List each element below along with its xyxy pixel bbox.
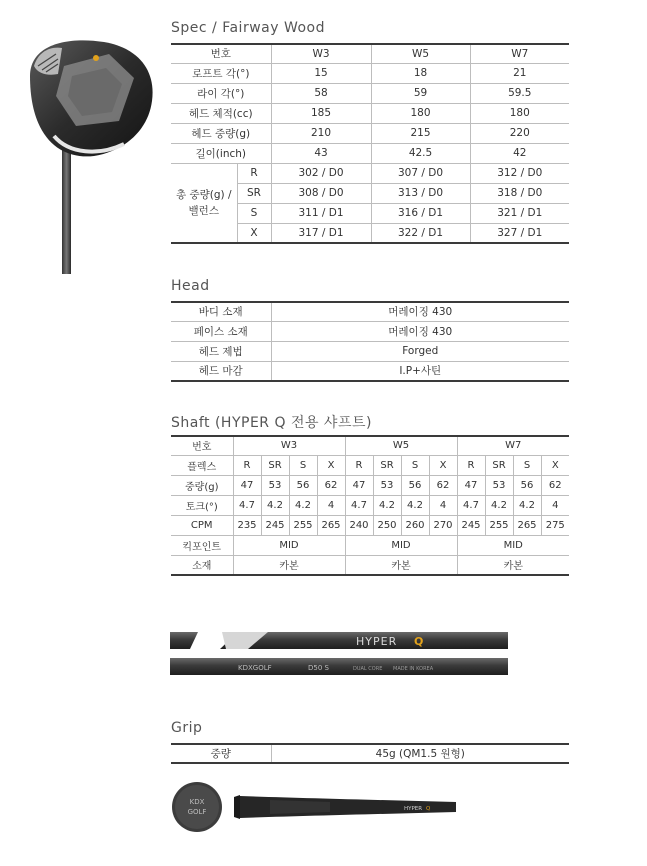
spec-cell: 59.5 <box>470 83 569 103</box>
spec-row-label: 헤드 체적(cc) <box>171 103 271 123</box>
spec-cell: 21 <box>470 63 569 83</box>
shaft-material-cell: 카본 <box>233 555 345 575</box>
grip-cap-line1: KDX <box>189 798 205 806</box>
shaft-image <box>168 628 510 680</box>
shaft-cpm-label: CPM <box>171 515 233 535</box>
shaft-table <box>171 435 569 576</box>
head-cell: 머레이징 430 <box>271 321 569 341</box>
grip-section-title: Grip <box>171 720 203 736</box>
shaft-kick-cell: MID <box>457 535 569 555</box>
shaft-brand-text: HYPER <box>356 635 398 648</box>
shaft-torque-cell: 4.2 <box>289 495 317 515</box>
shaft-cpm-cell: 265 <box>513 515 541 535</box>
spec-cell: 321 / D1 <box>470 203 569 223</box>
shaft-weight-cell: 62 <box>317 475 345 495</box>
head-cell: Forged <box>271 341 569 361</box>
spec-cell: 311 / D1 <box>271 203 371 223</box>
head-row-label: 헤드 제법 <box>171 341 271 361</box>
shaft-torque-cell: 4 <box>541 495 569 515</box>
spec-cell: 59 <box>371 83 470 103</box>
spec-header-w7: W7 <box>470 44 569 63</box>
shaft-maker-text: KDXGOLF <box>238 664 272 672</box>
shaft-weight-cell: 53 <box>485 475 513 495</box>
spec-cell: 18 <box>371 63 470 83</box>
shaft-cpm-cell: 260 <box>401 515 429 535</box>
grip-cap-line2: GOLF <box>187 808 207 816</box>
shaft-flex-cell: SR <box>261 455 289 475</box>
spec-flex-label: SR <box>237 183 271 203</box>
shaft-cpm-cell: 235 <box>233 515 261 535</box>
spec-cell: 312 / D0 <box>470 163 569 183</box>
shaft-weight-label: 중량(g) <box>171 475 233 495</box>
spec-table <box>171 43 569 244</box>
shaft-flex-cell: SR <box>373 455 401 475</box>
shaft-cpm-cell: 275 <box>541 515 569 535</box>
shaft-material-cell: 카본 <box>345 555 457 575</box>
shaft-cpm-cell: 255 <box>289 515 317 535</box>
spec-header-w5: W5 <box>371 44 470 63</box>
head-table <box>171 301 569 382</box>
head-cell: I.P+사틴 <box>271 361 569 381</box>
shaft-flex-cell: X <box>429 455 457 475</box>
head-row-label: 페이스 소재 <box>171 321 271 341</box>
shaft-weight-cell: 62 <box>429 475 457 495</box>
shaft-torque-cell: 4.7 <box>457 495 485 515</box>
grip-cell: 45g (QM1.5 원형) <box>271 744 569 763</box>
shaft-cpm-cell: 270 <box>429 515 457 535</box>
shaft-weight-cell: 47 <box>457 475 485 495</box>
spec-cell: 322 / D1 <box>371 223 470 243</box>
shaft-weight-cell: 56 <box>289 475 317 495</box>
shaft-model-text: D50 S <box>308 664 329 672</box>
shaft-torque-cell: 4.7 <box>233 495 261 515</box>
spec-cell: 307 / D0 <box>371 163 470 183</box>
shaft-flex-cell: S <box>289 455 317 475</box>
grip-table <box>171 743 569 764</box>
spec-flex-label: S <box>237 203 271 223</box>
spec-cell: 180 <box>470 103 569 123</box>
shaft-weight-cell: 62 <box>541 475 569 495</box>
shaft-flex-cell: X <box>541 455 569 475</box>
grip-row-label: 중량 <box>171 744 271 763</box>
spec-cell: 42.5 <box>371 143 470 163</box>
spec-cell: 42 <box>470 143 569 163</box>
shaft-section-title: Shaft (HYPER Q 전용 샤프트) <box>171 415 372 431</box>
grip-image <box>230 794 462 820</box>
spec-cell: 316 / D1 <box>371 203 470 223</box>
spec-weight-label-line2: 밸런스 <box>188 204 219 217</box>
shaft-weight-cell: 47 <box>345 475 373 495</box>
shaft-flex-cell: R <box>345 455 373 475</box>
shaft-number-label: 번호 <box>171 436 233 455</box>
spec-cell: 318 / D0 <box>470 183 569 203</box>
shaft-torque-cell: 4 <box>317 495 345 515</box>
spec-cell: 313 / D0 <box>371 183 470 203</box>
shaft-core-text: DUAL CORE <box>353 666 383 672</box>
shaft-flex-label: 플렉스 <box>171 455 233 475</box>
shaft-material-cell: 카본 <box>457 555 569 575</box>
grip-q-text: Q <box>426 806 431 812</box>
shaft-kick-cell: MID <box>345 535 457 555</box>
shaft-cpm-cell: 250 <box>373 515 401 535</box>
spec-row-label: 헤드 중량(g) <box>171 123 271 143</box>
shaft-flex-cell: R <box>457 455 485 475</box>
spec-cell: 43 <box>271 143 371 163</box>
shaft-torque-cell: 4.2 <box>401 495 429 515</box>
shaft-flex-cell: S <box>513 455 541 475</box>
grip-cap-image <box>170 780 224 834</box>
spec-flex-label: X <box>237 223 271 243</box>
spec-header-number: 번호 <box>171 44 271 63</box>
head-cell: 머레이징 430 <box>271 302 569 321</box>
spec-cell: 317 / D1 <box>271 223 371 243</box>
head-row-label: 바디 소재 <box>171 302 271 321</box>
spec-cell: 327 / D1 <box>470 223 569 243</box>
shaft-weight-cell: 56 <box>513 475 541 495</box>
spec-flex-label: R <box>237 163 271 183</box>
shaft-group-w7: W7 <box>457 436 569 455</box>
spec-cell: 185 <box>271 103 371 123</box>
shaft-torque-cell: 4.2 <box>373 495 401 515</box>
shaft-torque-cell: 4 <box>429 495 457 515</box>
spec-cell: 302 / D0 <box>271 163 371 183</box>
spec-cell: 180 <box>371 103 470 123</box>
spec-row-label: 로프트 각(°) <box>171 63 271 83</box>
shaft-kick-cell: MID <box>233 535 345 555</box>
shaft-cpm-cell: 245 <box>457 515 485 535</box>
shaft-group-w5: W5 <box>345 436 457 455</box>
shaft-material-label: 소재 <box>171 555 233 575</box>
spec-weight-label <box>171 163 237 243</box>
shaft-weight-cell: 53 <box>373 475 401 495</box>
shaft-flex-cell: S <box>401 455 429 475</box>
shaft-flex-cell: X <box>317 455 345 475</box>
spec-cell: 15 <box>271 63 371 83</box>
spec-cell: 58 <box>271 83 371 103</box>
fairway-wood-head-image <box>24 26 159 276</box>
shaft-torque-cell: 4.2 <box>261 495 289 515</box>
shaft-brand-q-text: Q <box>414 635 424 648</box>
shaft-weight-cell: 53 <box>261 475 289 495</box>
shaft-cpm-cell: 265 <box>317 515 345 535</box>
spec-cell: 220 <box>470 123 569 143</box>
shaft-cpm-cell: 245 <box>261 515 289 535</box>
grip-text: HYPER <box>404 806 423 812</box>
shaft-torque-cell: 4.7 <box>345 495 373 515</box>
spec-row-label: 라이 각(°) <box>171 83 271 103</box>
head-section-title: Head <box>171 278 210 294</box>
shaft-weight-cell: 56 <box>401 475 429 495</box>
shaft-torque-cell: 4.2 <box>513 495 541 515</box>
spec-header-w3: W3 <box>271 44 371 63</box>
shaft-group-w3: W3 <box>233 436 345 455</box>
shaft-torque-label: 토크(°) <box>171 495 233 515</box>
spec-section-title: Spec / Fairway Wood <box>171 20 325 36</box>
spec-cell: 308 / D0 <box>271 183 371 203</box>
shaft-cpm-cell: 240 <box>345 515 373 535</box>
shaft-cpm-cell: 255 <box>485 515 513 535</box>
shaft-weight-cell: 47 <box>233 475 261 495</box>
spec-row-label: 길이(inch) <box>171 143 271 163</box>
head-row-label: 헤드 마감 <box>171 361 271 381</box>
spec-weight-label-line1: 총 중량(g) / <box>176 188 232 201</box>
shaft-kick-label: 킥포인트 <box>171 535 233 555</box>
shaft-made-text: MADE IN KOREA <box>393 666 434 672</box>
shaft-torque-cell: 4.2 <box>485 495 513 515</box>
spec-cell: 210 <box>271 123 371 143</box>
shaft-flex-cell: R <box>233 455 261 475</box>
spec-cell: 215 <box>371 123 470 143</box>
shaft-flex-cell: SR <box>485 455 513 475</box>
